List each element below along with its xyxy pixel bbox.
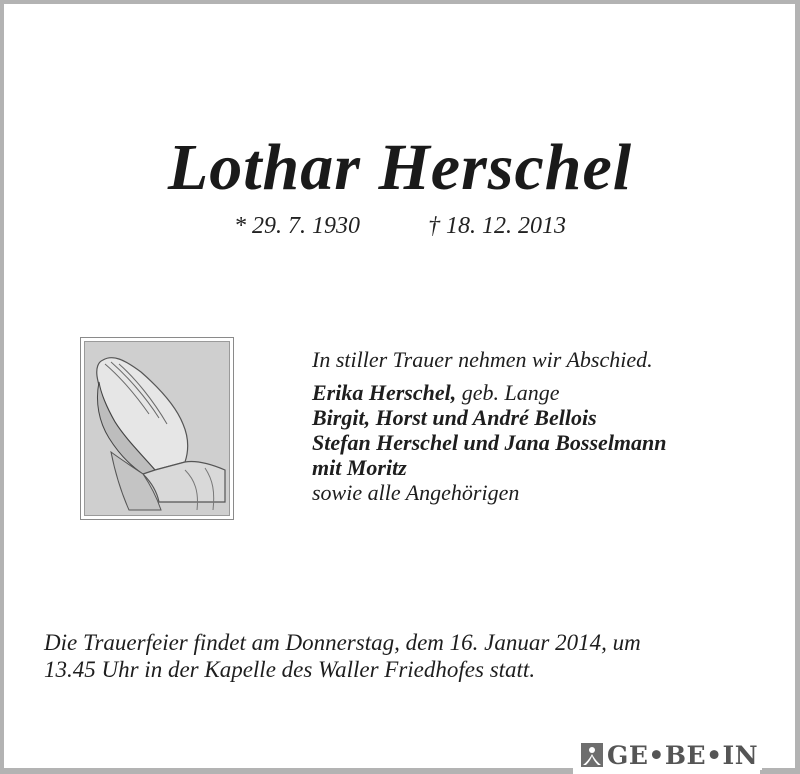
mourner-line — [312, 380, 772, 405]
frame-border-bottom-left — [0, 768, 573, 774]
mourner-line — [312, 430, 772, 455]
memorial-image — [80, 337, 234, 520]
farewell-intro: In stiller Trauer nehmen wir Abschied. — [312, 347, 653, 372]
publisher-logo — [577, 740, 762, 770]
mourners-closing: sowie alle Angehörigen — [312, 480, 520, 505]
mourner-line — [312, 405, 772, 430]
mourner-name: mit Moritz — [312, 455, 407, 480]
mourner-note: geb. Lange — [456, 380, 560, 405]
ceremony-line-1: Die Trauerfeier findet am Donnerstag, dem 16. Januar 2014, um — [44, 630, 641, 655]
frame-border-top — [0, 0, 800, 4]
deceased-name: Lothar Herschel — [167, 131, 633, 204]
frame-border-left — [0, 0, 4, 774]
mourner-name: Stefan Herschel und Jana Bosselmann — [312, 430, 667, 455]
life-dates — [0, 211, 800, 241]
praying-hands-icon — [84, 341, 230, 516]
mourner-name: Birgit, Horst und André Bellois — [312, 405, 597, 430]
mourner-line — [312, 455, 772, 480]
ceremony-line-2: 13.45 Uhr in der Kapelle des Waller Friedhofes statt. — [44, 657, 536, 682]
frame-border-right — [795, 0, 800, 774]
mourners-block — [312, 347, 772, 505]
gebein-figure-icon — [581, 743, 603, 767]
birth-date: * 29. 7. 1930 — [234, 213, 360, 239]
ceremony-info — [44, 629, 784, 683]
mourner-name: Erika Herschel, — [312, 380, 457, 405]
death-date: † 18. 12. 2013 — [428, 213, 566, 239]
logo-text: GE•BE•IN — [607, 741, 759, 770]
frame-border-bottom-right — [760, 768, 800, 774]
